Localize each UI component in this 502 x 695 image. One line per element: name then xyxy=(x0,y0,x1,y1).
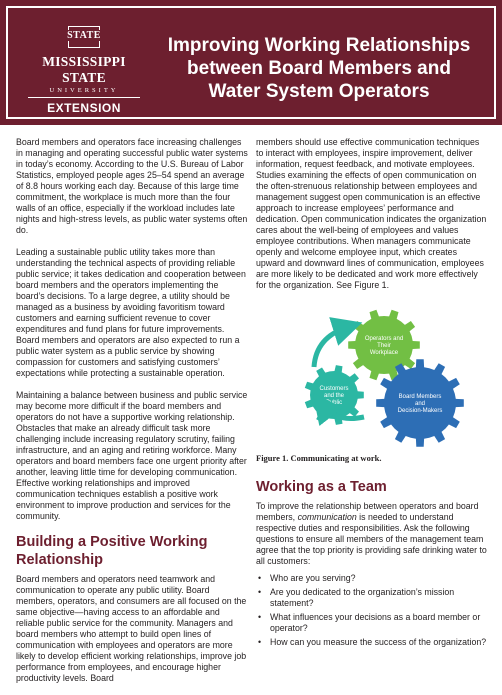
team-paragraph-start: To improve the relationship between operators and board members, xyxy=(256,501,479,522)
logo-name: MISSISSIPPI STATE xyxy=(42,54,126,85)
list-item: • Who are you serving? xyxy=(256,573,488,584)
gear-label-line: and the xyxy=(323,393,345,399)
intro-paragraph: Board members and operators face increasing challenges in managing and operating successful public water systems in today’s economy. According to the U.S. Bureau of Labor Statistics, employed people ages 25–54 spend an average of 8.8 hours working each day. Because of this large time commitment, the workplace is much more than the four walls of an office, especially if the workload includes late nights and high-stress levels, as public water systems often do. xyxy=(16,137,248,235)
header-banner xyxy=(0,0,502,125)
communication-paragraph: members should use effective communication techniques to interact with employees, inspire improvement, deliver information, request feedback, and motivate employees. Studies examining the effects of open communication on the often-strenuous relationship between employees and management suggest open communication is an effective approach to increase employees’ performance and dedication. Open communication indicates the organization cares about the well-being of employees and values employee contributions. When managers communicate openly and welcome employee input, which creates upward and downward lines of communication, employees are more likely to be dedicated and work more effectively for the organization. See Figure 1. xyxy=(256,137,487,290)
leadership-paragraph: Leading a sustainable public utility takes more than understanding the technical aspects of providing reliable public service; it takes dedication and cooperation between board members and the operators implementing the board’s decisions. To a large degree, a utility should be managed as a business by avoiding favoritism toward customers and earning sufficient revenue to cover expenditures and fund plans for future improvements. Board members and operators are also expected to run a public water system as a public service by showing compassion for customers and satisfying customers’ expectations while protecting a sustainable operation. xyxy=(16,247,246,378)
gear-label-line: Board Members xyxy=(398,394,442,400)
state-seal-icon xyxy=(62,22,106,52)
section-heading-relationship: Building a Positive Working Relationship xyxy=(16,534,208,568)
gear-label-line: Their xyxy=(377,343,391,349)
left-column xyxy=(16,137,248,695)
gear-label-line: Customers xyxy=(319,386,349,392)
team-paragraph-end: is needed to understand respective duties and responsibilities. Ask the following questions to ensure all members of the management team agree that the top priority is providing safe drinking water to all customers: xyxy=(256,512,487,566)
cycle-arrow-left xyxy=(314,327,348,367)
question-list xyxy=(256,573,488,648)
gear-label-line: and xyxy=(414,401,426,407)
gear-label-line: Operators and xyxy=(364,336,404,342)
list-item: • Are you dedicated to the organization’s mission statement? xyxy=(256,587,488,609)
section-heading-team: Working as a Team xyxy=(256,479,387,495)
list-item: • How can you measure the success of the organization? xyxy=(256,637,488,648)
gears-diagram xyxy=(256,297,488,447)
list-item: • What influences your decisions as a board member or operator? xyxy=(256,612,488,634)
teamwork-paragraph: Board members and operators need teamwork and communication to operate any public utility. Board members, operators, and consumers are all focused on the same objective—having access to an affordable and reliable public service for the community. Managers and board members who attempt to build open lines of communication with employees and operators are more likely to develop efficient working relationships, improve job performance from employees, and encourage higher productivity levels. Board xyxy=(16,574,247,683)
logo-university: UNIVERSITY xyxy=(49,87,119,94)
figure-gears xyxy=(256,297,488,447)
right-column xyxy=(256,137,488,651)
team-paragraph-emphasis: communication xyxy=(297,512,357,522)
gear-label-line: Workplace xyxy=(369,350,399,356)
msu-extension-logo xyxy=(22,22,146,115)
logo-divider xyxy=(28,97,140,98)
document-title: Improving Working Relationships between Board Members and Water System Operators xyxy=(167,35,471,102)
gear-label-line: Public xyxy=(325,400,343,406)
figure-caption: Figure 1. Communicating at work. xyxy=(256,453,382,463)
team-paragraph xyxy=(256,501,488,567)
seal-text: STATE xyxy=(62,30,106,41)
logo-extension: EXTENSION xyxy=(47,101,121,115)
gear-label-line: Decision-Makers xyxy=(397,408,443,414)
balance-paragraph: Maintaining a balance between business and public service may become more difficult if the board members and operators do not have a supportive working relationship. Obstacles that make an already difficult task more challenging include increasing regulatory scrutiny, failing infrastructure, and an aging and retiring workforce. Many operators and board members face one urgent priority after another, leaving little time for developing communication. Effective working relationships and improved communication techniques establish a positive work environment to improve production and services for the community. xyxy=(16,390,248,521)
